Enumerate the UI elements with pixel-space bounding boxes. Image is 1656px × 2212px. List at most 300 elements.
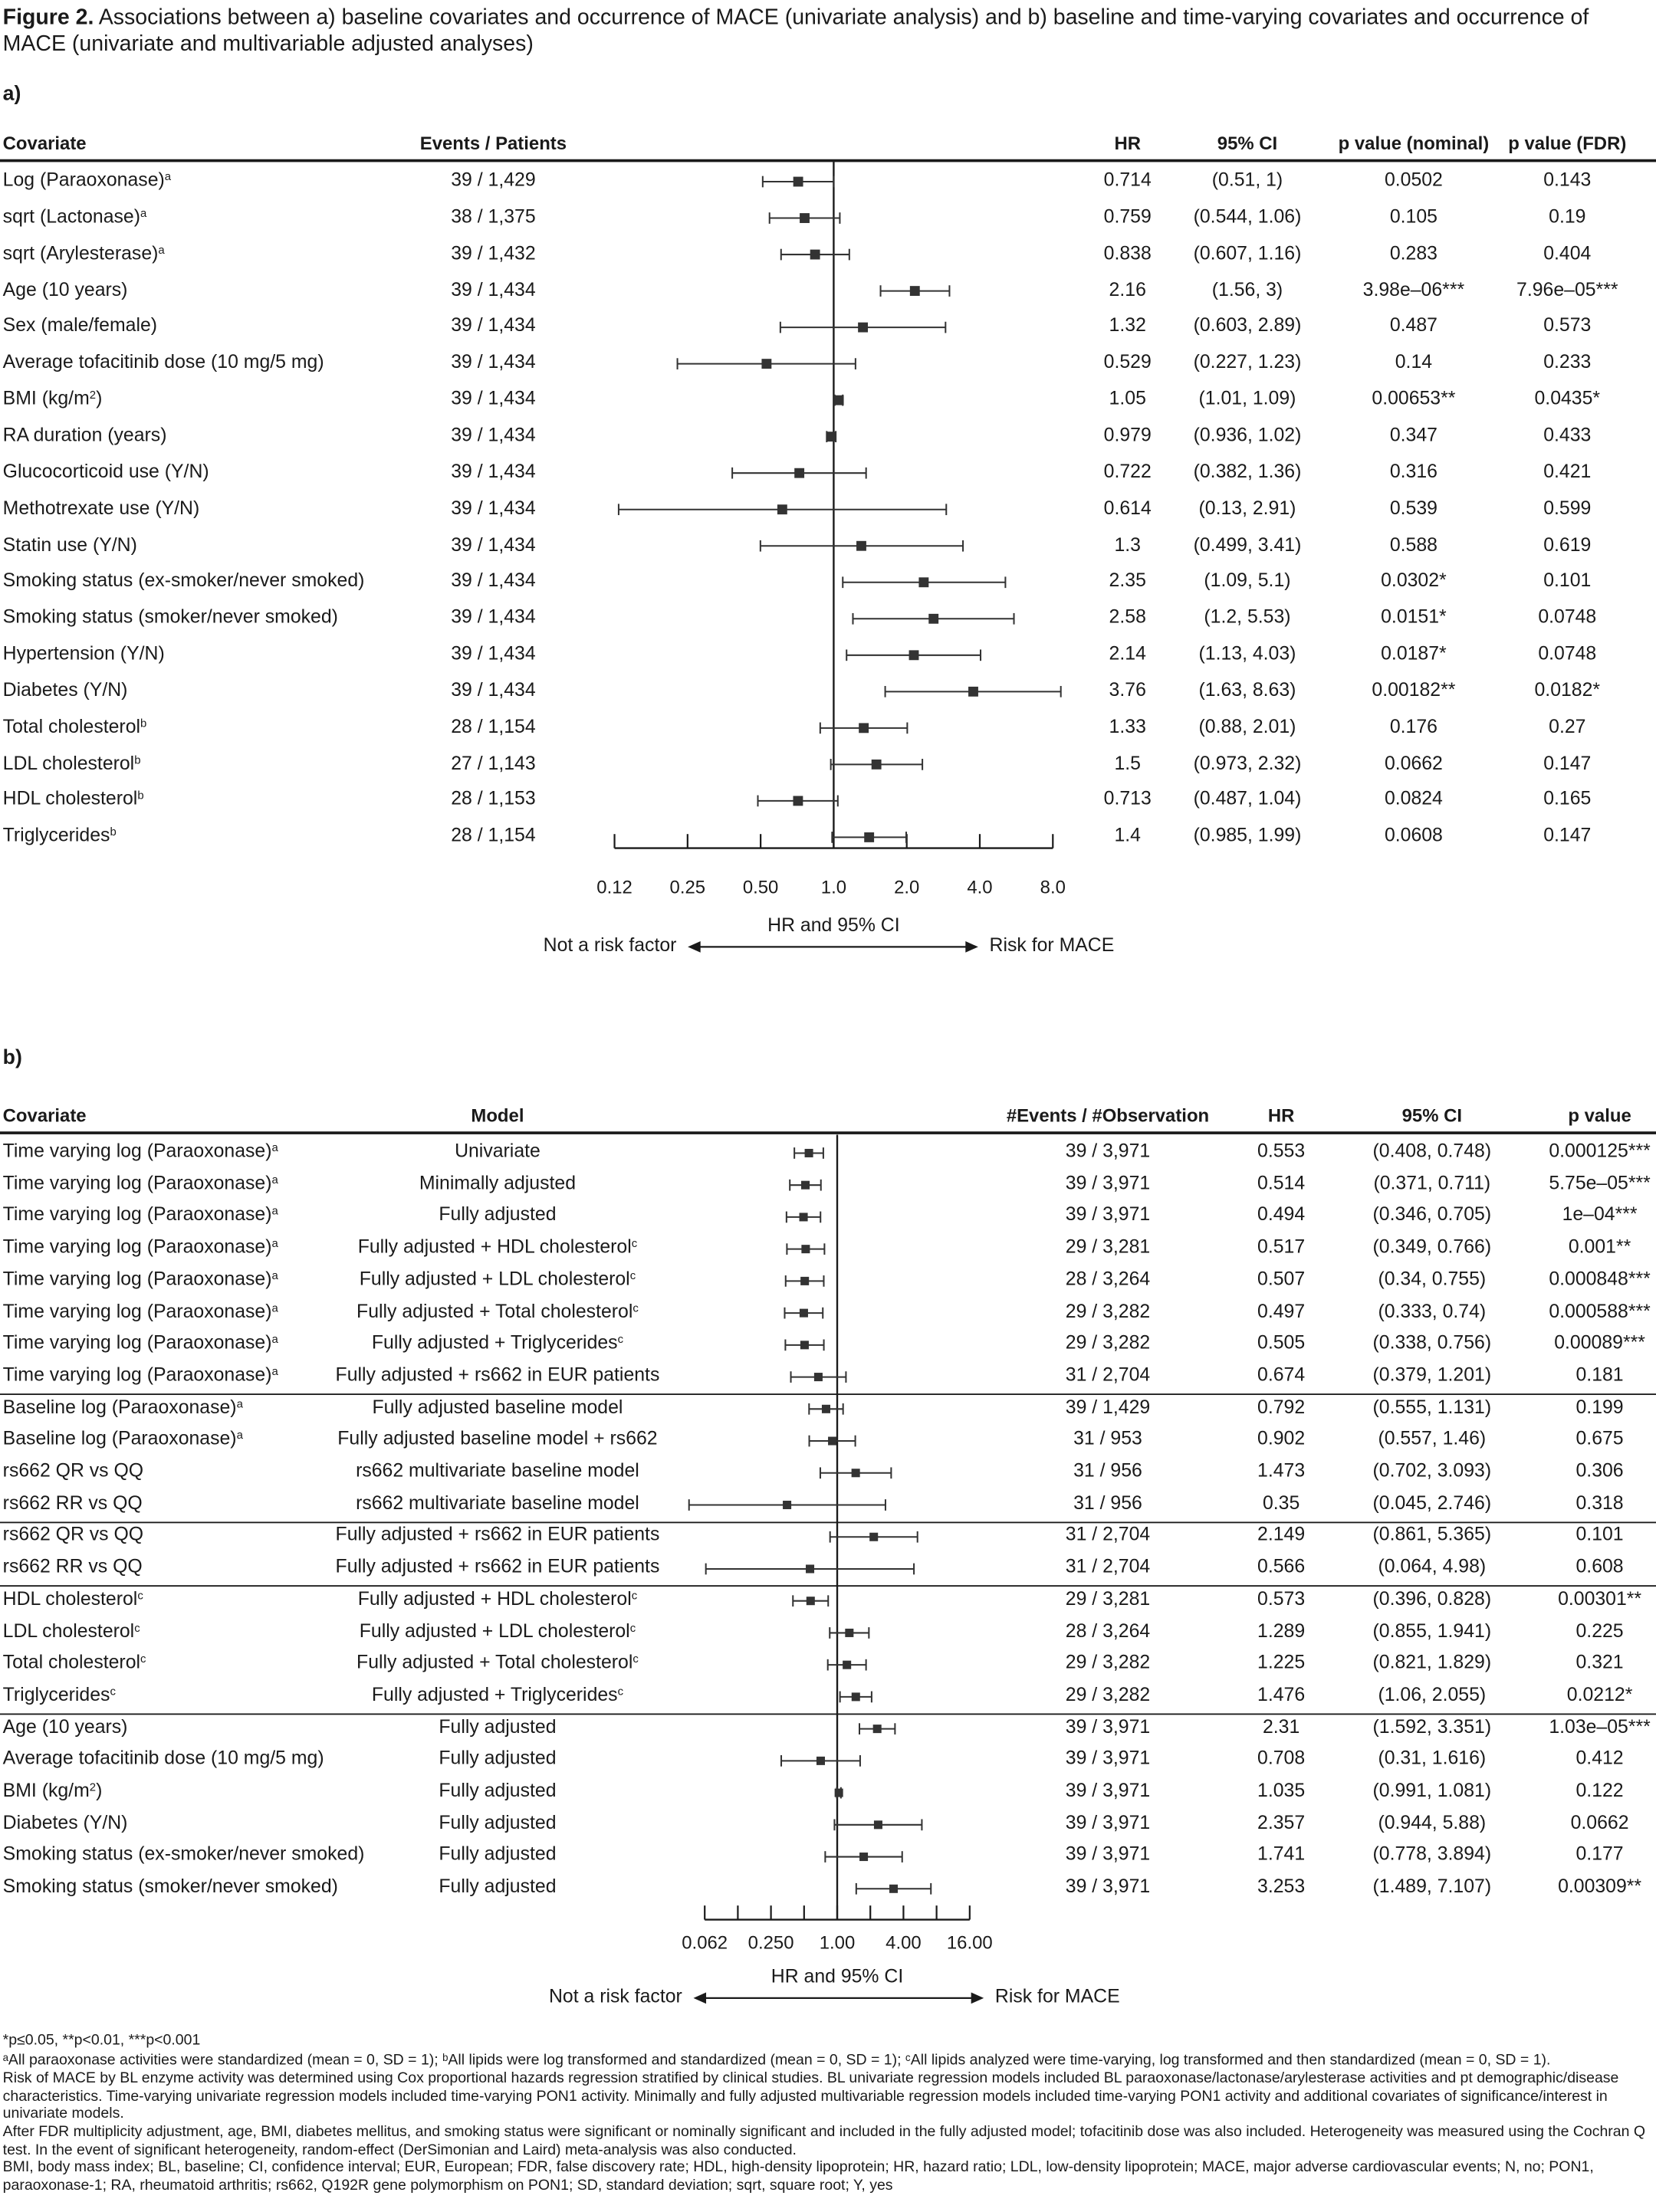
b-p-18: 1.03e–05*** — [1549, 1715, 1651, 1738]
b-ci-5: (0.333, 0.74) — [1378, 1299, 1487, 1321]
hr-marker — [807, 1597, 815, 1605]
model-label: Fully adjusted — [439, 1715, 557, 1738]
a-p_fdr-0: 0.143 — [1543, 169, 1592, 191]
covariate-label: HDL cholesterol — [2, 1587, 138, 1610]
model-superscript: c — [617, 1333, 624, 1346]
hr-marker — [918, 577, 928, 587]
a-p-6: 0.00653** — [1372, 387, 1456, 409]
a-events-14: 39 / 1,434 — [451, 678, 536, 701]
a-mark-13 — [846, 650, 981, 661]
a-p-0: 0.0502 — [1384, 169, 1443, 191]
a-ci-4: (0.603, 2.89) — [1193, 314, 1302, 336]
hr-marker — [834, 395, 844, 405]
b-events-20: 39 / 3,971 — [1065, 1779, 1151, 1801]
hr-marker — [814, 1372, 823, 1380]
a-hr_text-11: 2.35 — [1109, 569, 1146, 591]
b-p-15: 0.225 — [1576, 1620, 1624, 1641]
covariate-label: Smoking status (ex-smoker/never smoked) — [2, 569, 365, 591]
arrow-head-left — [693, 1992, 706, 2004]
covariate-superscript: b — [110, 825, 117, 839]
b-mark-6 — [785, 1339, 823, 1351]
b-p-13: 0.608 — [1576, 1555, 1624, 1577]
a-p-9: 0.539 — [1389, 497, 1438, 518]
a-header-1: Events / Patients — [419, 132, 567, 154]
model-label: Fully adjusted + rs662 in EUR patients — [335, 1555, 660, 1577]
a-events-2: 39 / 1,432 — [451, 241, 536, 264]
b-header-3: HR — [1267, 1104, 1295, 1126]
b-ci-6: (0.338, 0.756) — [1372, 1331, 1492, 1354]
b-hr_text-22: 1.741 — [1257, 1843, 1306, 1865]
covariate-label: Time varying log (Paraoxonase) — [2, 1236, 272, 1258]
model-label: Fully adjusted + Total cholesterol — [356, 1651, 633, 1673]
b-p-22: 0.177 — [1576, 1843, 1624, 1865]
a-ci-17: (0.487, 1.04) — [1193, 788, 1302, 810]
a-ci-10: (0.499, 3.41) — [1193, 533, 1302, 555]
a-mark-5 — [678, 358, 856, 369]
model-label: Fully adjusted + Total cholesterol — [356, 1299, 633, 1321]
b-p-2: 1e–04*** — [1562, 1203, 1638, 1226]
a-p_fdr-7: 0.433 — [1543, 424, 1592, 445]
b-events-2: 39 / 3,971 — [1065, 1203, 1151, 1226]
covariate-superscript: 2 — [89, 1780, 97, 1794]
b-header-0: Covariate — [2, 1104, 87, 1126]
b-hr_text-13: 0.566 — [1257, 1555, 1306, 1577]
covariate-label: Smoking status (smoker/never smoked) — [2, 1876, 338, 1897]
hr-marker — [822, 1404, 830, 1413]
covariate-superscript: a — [271, 1205, 278, 1219]
b-tick-label-0: 0.062 — [682, 1931, 728, 1954]
covariate-label: Triglycerides — [2, 825, 110, 846]
model-superscript: c — [632, 1652, 639, 1666]
b-ci-7: (0.379, 1.201) — [1372, 1364, 1492, 1385]
b-mark-5 — [784, 1307, 823, 1318]
b-header-1: Model — [471, 1104, 524, 1126]
b-mark-0 — [794, 1147, 823, 1158]
b-events-19: 39 / 3,971 — [1065, 1748, 1151, 1769]
panel-a-label: a) — [2, 83, 21, 106]
b-mark-3 — [787, 1243, 824, 1255]
figure-title-text: Associations between a) baseline covariates and occurrence of MACE (univariate analysis) and b) baseline and time-varying covariates and occurrence of MACE (univariate and multivariable adjusted analyses) — [2, 5, 1589, 57]
a-p_fdr-2: 0.404 — [1543, 241, 1592, 264]
a-events-3: 39 / 1,434 — [451, 278, 536, 300]
a-ci-12: (1.2, 5.53) — [1204, 606, 1291, 628]
b-ci-21: (0.944, 5.88) — [1378, 1811, 1487, 1833]
hr-marker — [864, 832, 874, 842]
model-label: Fully adjusted — [439, 1203, 557, 1226]
b-p-6: 0.00089*** — [1554, 1331, 1645, 1354]
covariate-label: BMI (kg/m — [2, 387, 90, 409]
b-p-19: 0.412 — [1576, 1748, 1624, 1769]
covariate-label: LDL cholesterol — [2, 751, 135, 773]
covariate-superscript: c — [137, 1589, 143, 1602]
model-label: Fully adjusted + LDL cholesterol — [359, 1620, 630, 1641]
covariate-superscript: a — [140, 206, 147, 220]
b-ci-2: (0.346, 0.705) — [1372, 1203, 1492, 1226]
b-mark-2 — [787, 1211, 820, 1223]
covariate-label: rs662 QR vs QQ — [2, 1459, 144, 1482]
hr-marker — [968, 687, 978, 697]
hr-marker — [859, 1852, 868, 1860]
b-hr_text-0: 0.553 — [1257, 1140, 1306, 1161]
hr-marker — [816, 1756, 825, 1764]
a-p_fdr-11: 0.101 — [1543, 569, 1592, 591]
hr-marker — [810, 250, 820, 260]
b-p-14: 0.00301** — [1558, 1587, 1642, 1610]
covariate-superscript: a — [158, 243, 165, 256]
covariate-label: Time varying log (Paraoxonase) — [2, 1268, 272, 1289]
a-hr_text-13: 2.14 — [1109, 642, 1146, 664]
hr-marker — [801, 1244, 810, 1252]
b-hr_text-10: 1.473 — [1257, 1459, 1306, 1482]
a-p-2: 0.283 — [1389, 241, 1438, 264]
b-right-annotation: Risk for MACE — [994, 1985, 1120, 2007]
panel-b-label: b) — [2, 1046, 22, 1070]
a-left-annotation: Not a risk factor — [543, 934, 677, 956]
hr-marker — [852, 1692, 860, 1701]
b-hr_text-15: 1.289 — [1257, 1620, 1306, 1641]
a-mark-8 — [732, 468, 866, 479]
covariate-superscript: b — [137, 789, 144, 802]
hr-marker — [843, 1660, 851, 1669]
model-label: Fully adjusted + Triglycerides — [371, 1683, 618, 1705]
a-mark-7 — [826, 431, 836, 442]
a-hr_text-15: 1.33 — [1109, 715, 1146, 737]
model-label: rs662 multivariate baseline model — [356, 1492, 639, 1513]
model-superscript: c — [629, 1620, 636, 1634]
covariate-superscript: a — [271, 1173, 278, 1186]
model-label: Fully adjusted — [439, 1779, 557, 1801]
hr-marker — [869, 1532, 878, 1541]
b-ci-20: (0.991, 1.081) — [1372, 1779, 1492, 1801]
b-mark-9 — [810, 1435, 856, 1446]
a-direction-arrow — [0, 934, 1656, 963]
a-p-3: 3.98e–06*** — [1362, 278, 1465, 300]
hr-marker — [800, 1276, 809, 1285]
a-p_fdr-9: 0.599 — [1543, 497, 1592, 518]
a-p-18: 0.0608 — [1384, 825, 1443, 846]
b-mark-11 — [689, 1498, 886, 1510]
hr-marker — [852, 1469, 860, 1477]
b-hr_text-19: 0.708 — [1257, 1748, 1306, 1769]
b-ci-16: (0.821, 1.829) — [1372, 1651, 1492, 1673]
b-mark-12 — [830, 1531, 918, 1542]
a-p-5: 0.14 — [1395, 351, 1433, 372]
model-label: Fully adjusted baseline model + rs662 — [337, 1427, 658, 1449]
a-hr_text-3: 2.16 — [1109, 278, 1146, 300]
hr-marker — [783, 1500, 791, 1508]
b-mark-17 — [840, 1691, 872, 1702]
a-hr_text-16: 1.5 — [1114, 751, 1141, 773]
covariate-label: Statin use (Y/N) — [2, 533, 137, 555]
b-hr_text-8: 0.792 — [1257, 1396, 1306, 1417]
a-ci-11: (1.09, 5.1) — [1204, 569, 1291, 591]
b-tick-label-2: 1.00 — [819, 1931, 856, 1954]
covariate-label: rs662 RR vs QQ — [2, 1555, 143, 1577]
a-tick-label-2: 0.50 — [742, 876, 779, 898]
b-events-16: 29 / 3,282 — [1065, 1651, 1151, 1673]
b-mark-10 — [820, 1467, 891, 1478]
hr-marker — [909, 650, 919, 660]
a-p-7: 0.347 — [1389, 424, 1438, 445]
b-hr_text-1: 0.514 — [1257, 1171, 1306, 1193]
b-events-17: 29 / 3,282 — [1065, 1683, 1151, 1705]
b-ci-17: (1.06, 2.055) — [1378, 1683, 1487, 1705]
b-p-16: 0.321 — [1576, 1651, 1624, 1673]
a-mark-9 — [619, 504, 946, 515]
hr-marker — [874, 1820, 882, 1829]
b-p-3: 0.001** — [1568, 1236, 1631, 1258]
a-events-8: 39 / 1,434 — [451, 460, 536, 482]
covariate-label: Total cholesterol — [2, 1651, 141, 1673]
b-events-12: 31 / 2,704 — [1065, 1524, 1151, 1545]
b-mark-4 — [786, 1275, 824, 1286]
b-events-11: 31 / 956 — [1073, 1492, 1142, 1513]
covariate-label: Average tofacitinib dose (10 mg/5 mg) — [2, 1748, 324, 1769]
covariate-label: Time varying log (Paraoxonase) — [2, 1299, 272, 1321]
model-label: Fully adjusted + rs662 in EUR patients — [335, 1364, 660, 1385]
b-mark-21 — [834, 1819, 922, 1830]
model-label: Fully adjusted baseline model — [372, 1396, 623, 1417]
b-events-6: 29 / 3,282 — [1065, 1331, 1151, 1354]
b-mark-13 — [706, 1563, 914, 1574]
b-events-21: 39 / 3,971 — [1065, 1811, 1151, 1833]
b-p-21: 0.0662 — [1570, 1811, 1629, 1833]
b-hr_text-17: 1.476 — [1257, 1683, 1306, 1705]
covariate-label: Sex (male/female) — [2, 314, 158, 336]
model-label: Fully adjusted + Triglycerides — [371, 1331, 618, 1354]
arrow-head-right — [971, 1992, 984, 2004]
b-events-5: 29 / 3,282 — [1065, 1299, 1151, 1321]
a-p-10: 0.588 — [1389, 533, 1438, 555]
covariate-superscript: 2 — [89, 389, 97, 402]
b-tick-label-1: 0.250 — [748, 1931, 794, 1954]
b-hr_text-23: 3.253 — [1257, 1876, 1306, 1897]
a-ci-14: (1.63, 8.63) — [1198, 678, 1296, 701]
a-mark-11 — [843, 577, 1005, 589]
hr-marker — [800, 213, 810, 223]
b-mark-20 — [835, 1787, 843, 1798]
b-events-1: 39 / 3,971 — [1065, 1171, 1151, 1193]
a-p-17: 0.0824 — [1384, 788, 1443, 810]
hr-marker — [873, 1724, 882, 1732]
a-ci-3: (1.56, 3) — [1211, 278, 1283, 300]
a-events-13: 39 / 1,434 — [451, 642, 536, 664]
figure-title — [3, 5, 1652, 58]
a-ci-5: (0.227, 1.23) — [1193, 351, 1302, 372]
covariate-label: RA duration (years) — [2, 424, 167, 445]
hr-marker — [800, 1308, 808, 1317]
b-events-23: 39 / 3,971 — [1065, 1876, 1151, 1897]
model-label: Fully adjusted + LDL cholesterol — [359, 1268, 630, 1289]
b-ci-18: (1.592, 3.351) — [1372, 1715, 1492, 1738]
a-events-6: 39 / 1,434 — [451, 387, 536, 409]
hr-marker — [801, 1180, 810, 1189]
a-header-2: HR — [1114, 132, 1141, 154]
hr-marker — [858, 323, 868, 333]
a-hr_text-5: 0.529 — [1103, 351, 1152, 372]
covariate-label-tail: ) — [96, 387, 103, 409]
b-p-8: 0.199 — [1576, 1396, 1624, 1417]
b-ci-19: (0.31, 1.616) — [1378, 1748, 1487, 1769]
a-p_fdr-15: 0.27 — [1549, 715, 1586, 737]
a-hr_text-17: 0.713 — [1103, 788, 1152, 810]
a-mark-4 — [780, 322, 945, 333]
a-plot — [0, 155, 1656, 871]
b-ci-11: (0.045, 2.746) — [1372, 1492, 1492, 1513]
covariate-label: Baseline log (Paraoxonase) — [2, 1427, 237, 1449]
b-hr_text-16: 1.225 — [1257, 1651, 1306, 1673]
b-hr_text-7: 0.674 — [1257, 1364, 1306, 1385]
a-ci-0: (0.51, 1) — [1211, 169, 1283, 191]
b-mark-18 — [859, 1723, 895, 1734]
b-hr_text-14: 0.573 — [1257, 1587, 1306, 1610]
covariate-label: Baseline log (Paraoxonase) — [2, 1396, 237, 1417]
covariate-label: rs662 RR vs QQ — [2, 1492, 143, 1513]
a-mark-6 — [834, 395, 844, 406]
model-label: Fully adjusted + HDL cholesterol — [357, 1236, 632, 1258]
b-events-0: 39 / 3,971 — [1065, 1140, 1151, 1161]
a-p-16: 0.0662 — [1384, 751, 1443, 773]
b-hr_text-11: 0.35 — [1262, 1492, 1300, 1513]
covariate-label: Average tofacitinib dose (10 mg/5 mg) — [2, 351, 324, 372]
a-events-12: 39 / 1,434 — [451, 606, 536, 628]
b-p-10: 0.306 — [1576, 1459, 1624, 1482]
a-mark-1 — [770, 212, 840, 224]
a-mark-18 — [832, 832, 906, 843]
model-label: Fully adjusted — [439, 1748, 557, 1769]
a-p_fdr-5: 0.233 — [1543, 351, 1592, 372]
covariate-label: Time varying log (Paraoxonase) — [2, 1140, 272, 1161]
covariate-label: Age (10 years) — [2, 1715, 128, 1738]
figure-title-bold: Figure 2. — [2, 5, 94, 30]
a-right-annotation: Risk for MACE — [989, 934, 1115, 956]
a-ci-2: (0.607, 1.16) — [1193, 241, 1302, 264]
a-hr_text-6: 1.05 — [1109, 387, 1146, 409]
covariate-label: Total cholesterol — [2, 715, 141, 737]
b-p-12: 0.101 — [1576, 1524, 1624, 1545]
arrow-head-left — [688, 941, 701, 953]
b-ci-3: (0.349, 0.766) — [1372, 1236, 1492, 1258]
b-events-22: 39 / 3,971 — [1065, 1843, 1151, 1865]
a-hr_text-10: 1.3 — [1114, 533, 1141, 555]
b-mark-14 — [793, 1595, 828, 1606]
a-mark-2 — [781, 249, 849, 261]
hr-marker — [910, 286, 920, 296]
b-hr_text-2: 0.494 — [1257, 1203, 1306, 1226]
covariate-label: Time varying log (Paraoxonase) — [2, 1364, 272, 1385]
b-hr_text-5: 0.497 — [1257, 1299, 1306, 1321]
model-label: Fully adjusted + HDL cholesterol — [357, 1587, 632, 1610]
b-direction-arrow — [0, 1985, 1656, 2013]
b-events-18: 39 / 3,971 — [1065, 1715, 1151, 1738]
a-ci-18: (0.985, 1.99) — [1193, 825, 1302, 846]
a-events-18: 28 / 1,154 — [451, 825, 536, 846]
b-p-9: 0.675 — [1576, 1427, 1624, 1449]
hr-marker — [761, 359, 771, 369]
b-events-8: 39 / 1,429 — [1065, 1396, 1151, 1417]
model-label: rs662 multivariate baseline model — [356, 1459, 639, 1482]
footnote-0: *p≤0.05, **p<0.01, ***p<0.001 — [2, 2031, 201, 2050]
hr-marker — [826, 432, 836, 441]
a-ci-16: (0.973, 2.32) — [1193, 751, 1302, 773]
b-events-14: 29 / 3,281 — [1065, 1587, 1151, 1610]
a-hr_text-9: 0.614 — [1103, 497, 1152, 518]
covariate-superscript: a — [236, 1429, 243, 1442]
a-p_fdr-17: 0.165 — [1543, 788, 1592, 810]
b-ci-22: (0.778, 3.894) — [1372, 1843, 1492, 1865]
b-ci-23: (1.489, 7.107) — [1372, 1876, 1492, 1897]
b-mark-1 — [790, 1179, 821, 1190]
covariate-label: Diabetes (Y/N) — [2, 678, 128, 701]
covariate-label: Log (Paraoxonase) — [2, 169, 165, 191]
b-hr_text-20: 1.035 — [1257, 1779, 1306, 1801]
a-events-5: 39 / 1,434 — [451, 351, 536, 372]
a-ci-13: (1.13, 4.03) — [1198, 642, 1296, 664]
covariate-label: Glucocorticoid use (Y/N) — [2, 460, 209, 482]
a-ci-1: (0.544, 1.06) — [1193, 205, 1302, 227]
b-events-13: 31 / 2,704 — [1065, 1555, 1151, 1577]
b-p-17: 0.0212* — [1566, 1683, 1633, 1705]
b-ci-13: (0.064, 4.98) — [1378, 1555, 1487, 1577]
b-hr_text-6: 0.505 — [1257, 1331, 1306, 1354]
covariate-label: Time varying log (Paraoxonase) — [2, 1171, 272, 1193]
a-p-15: 0.176 — [1389, 715, 1438, 737]
hr-marker — [889, 1884, 898, 1892]
a-header-0: Covariate — [2, 132, 87, 154]
a-p_fdr-10: 0.619 — [1543, 533, 1592, 555]
hr-marker — [806, 1564, 814, 1573]
a-mark-0 — [763, 176, 834, 188]
b-mark-19 — [781, 1754, 860, 1766]
b-events-10: 31 / 956 — [1073, 1459, 1142, 1482]
covariate-superscript: b — [134, 753, 141, 766]
b-header-4: 95% CI — [1401, 1104, 1462, 1126]
model-label: Minimally adjusted — [419, 1171, 577, 1193]
b-p-5: 0.000588*** — [1549, 1299, 1651, 1321]
covariate-label: Age (10 years) — [2, 278, 128, 300]
model-label: Fully adjusted — [439, 1876, 557, 1897]
model-superscript: c — [631, 1589, 638, 1602]
a-events-16: 27 / 1,143 — [451, 751, 536, 773]
b-ci-8: (0.555, 1.131) — [1372, 1396, 1492, 1417]
b-mark-23 — [856, 1882, 931, 1894]
b-hr_text-18: 2.31 — [1262, 1715, 1300, 1738]
b-events-9: 31 / 953 — [1073, 1427, 1142, 1449]
hr-marker — [793, 796, 803, 806]
a-hr_text-4: 1.32 — [1109, 314, 1146, 336]
b-tick-label-4: 16.00 — [946, 1931, 993, 1954]
hr-marker — [859, 724, 869, 734]
a-p-8: 0.316 — [1389, 460, 1438, 482]
a-hr_text-1: 0.759 — [1103, 205, 1152, 227]
a-tick-label-5: 4.0 — [967, 876, 993, 898]
b-tick-label-3: 4.00 — [886, 1931, 922, 1954]
model-superscript: c — [632, 1301, 639, 1314]
b-p-23: 0.00309** — [1558, 1876, 1642, 1897]
b-ci-1: (0.371, 0.711) — [1373, 1171, 1491, 1193]
covariate-superscript: a — [271, 1237, 278, 1250]
b-events-15: 28 / 3,264 — [1065, 1620, 1151, 1641]
a-p_fdr-1: 0.19 — [1549, 205, 1586, 227]
b-hr_text-21: 2.357 — [1257, 1811, 1306, 1833]
model-label: Fully adjusted — [439, 1811, 557, 1833]
a-p-12: 0.0151* — [1381, 606, 1447, 628]
covariate-label: HDL cholesterol — [2, 788, 138, 810]
a-events-17: 28 / 1,153 — [451, 788, 536, 810]
a-hr_text-14: 3.76 — [1109, 678, 1146, 701]
b-mark-16 — [828, 1659, 866, 1670]
a-p-14: 0.00182** — [1372, 678, 1456, 701]
